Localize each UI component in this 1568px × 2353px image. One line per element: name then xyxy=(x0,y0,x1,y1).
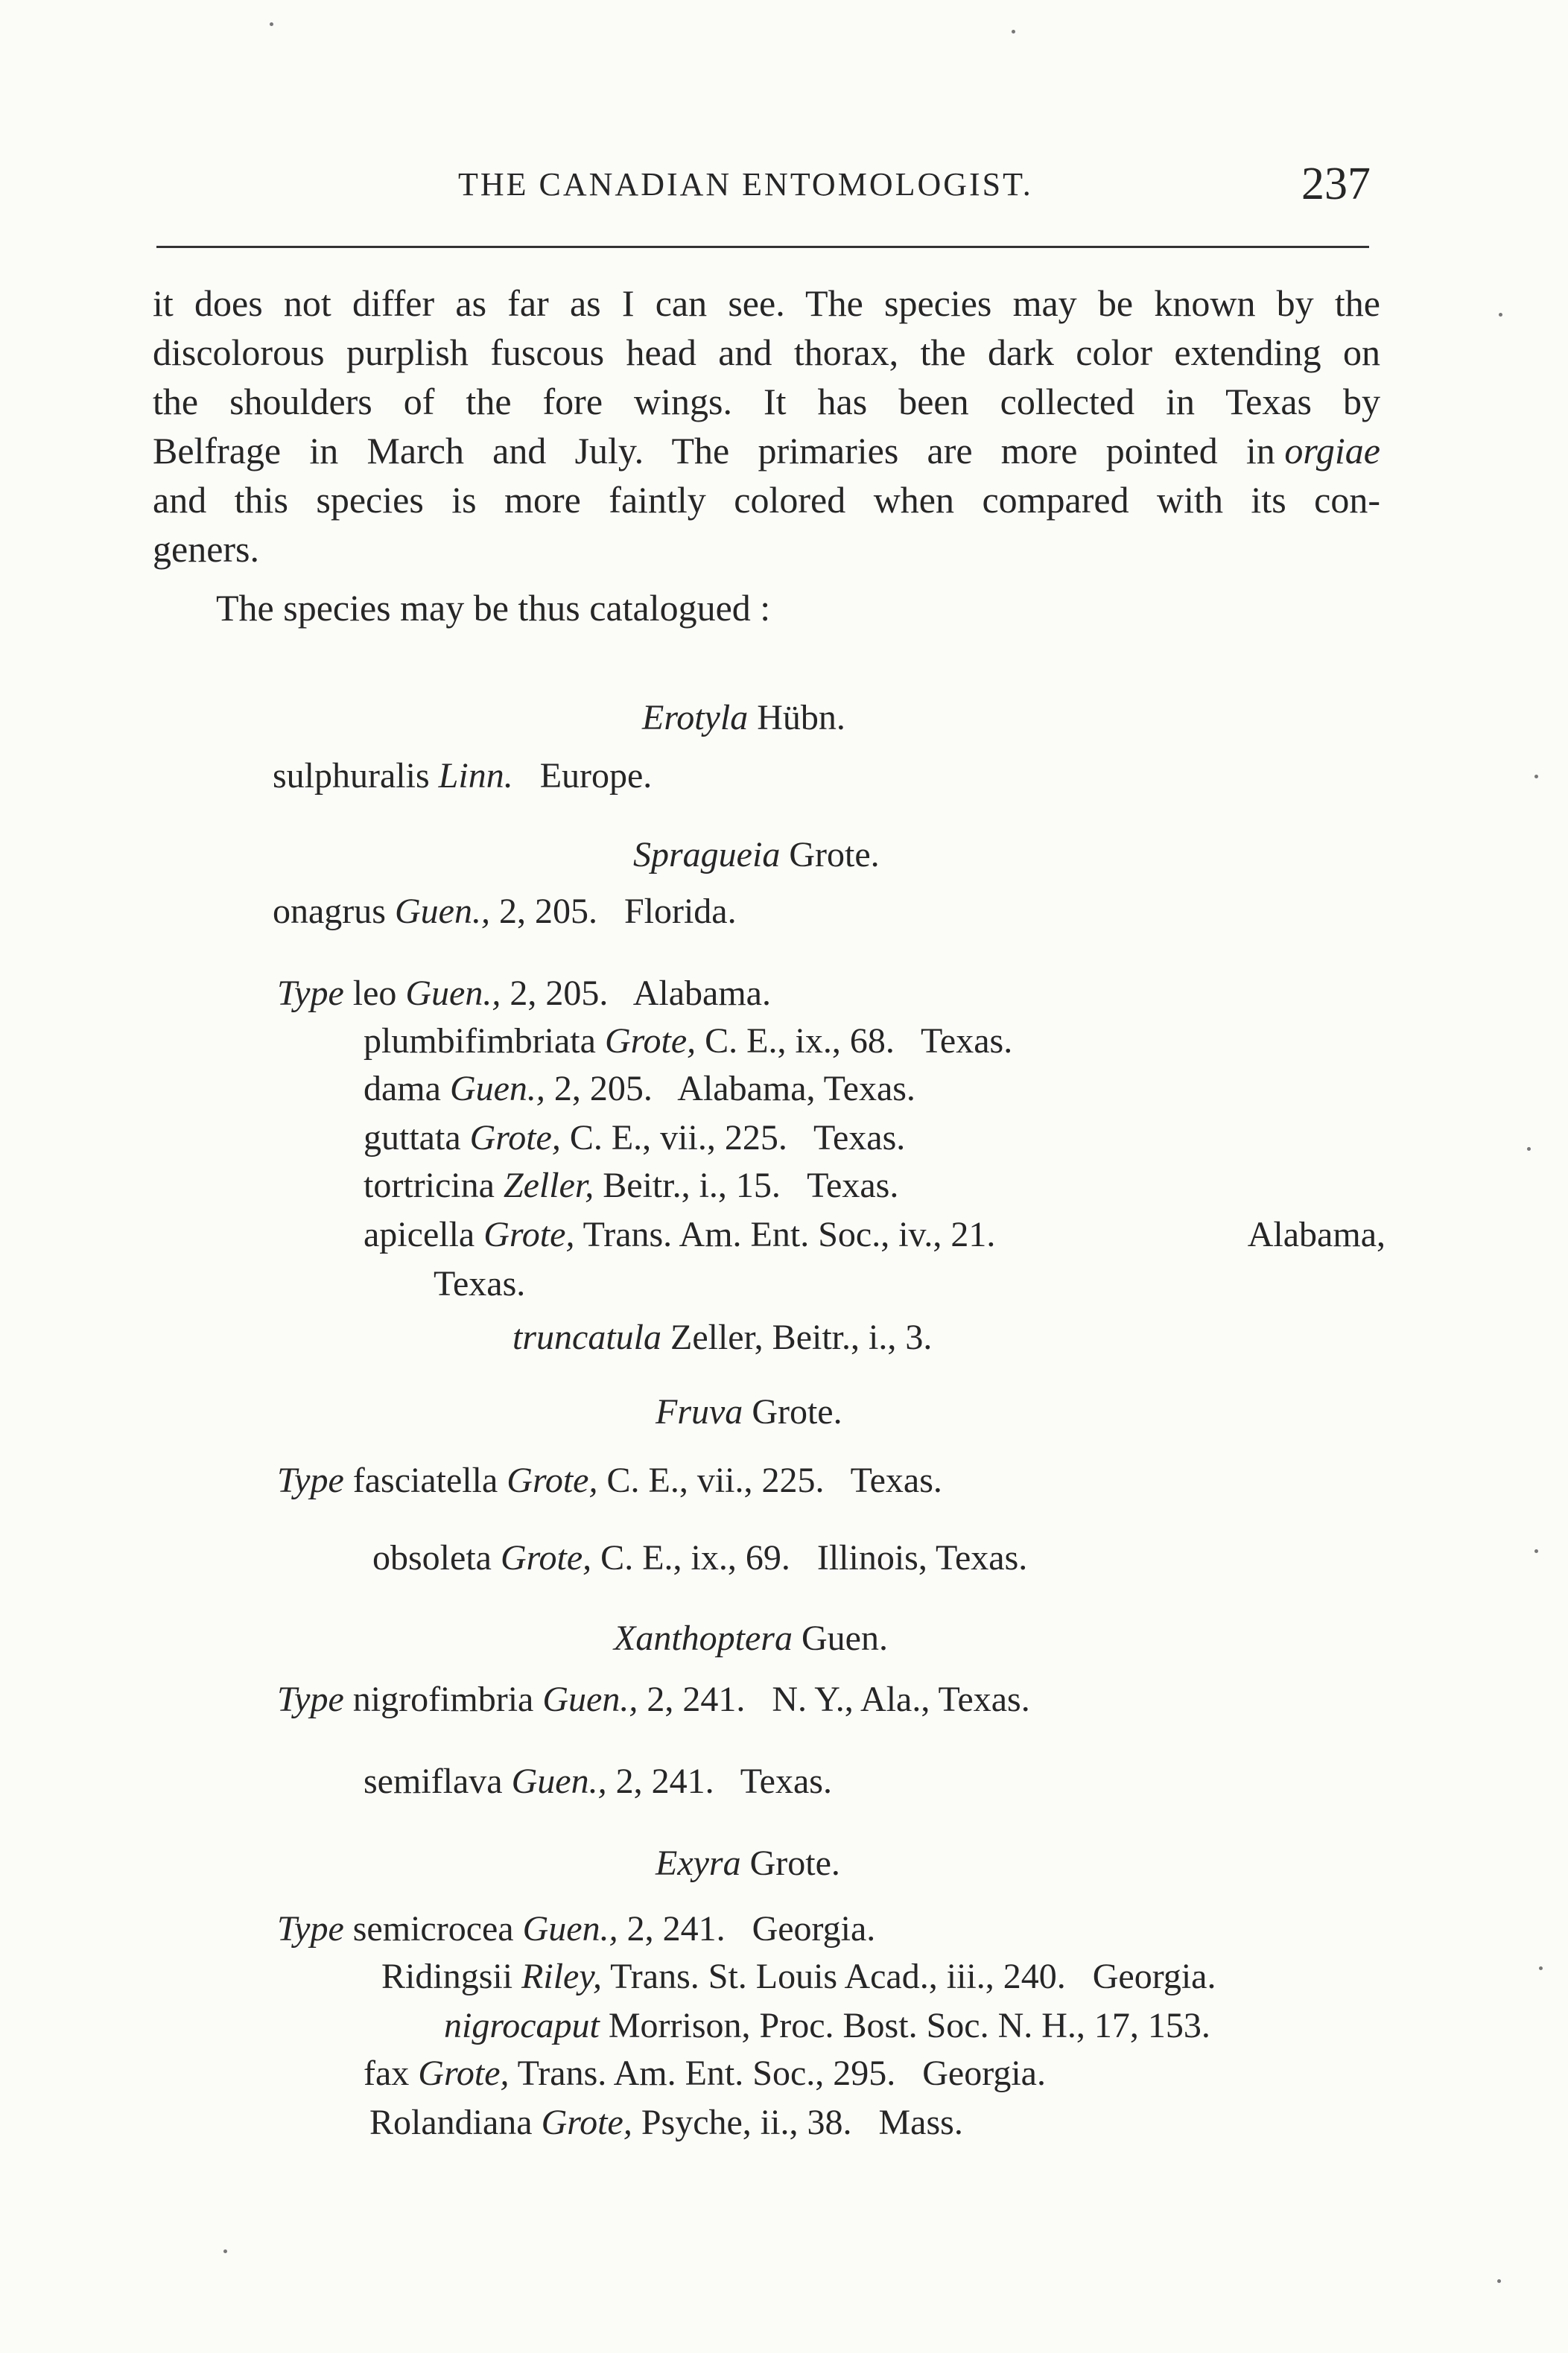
species-entry: semiflava Guen., 2, 241. Texas. xyxy=(364,1762,832,1801)
genus-name: orgiae xyxy=(1284,430,1380,471)
species-entry: Type fasciatella Grote, C. E., vii., 225. Texas. xyxy=(277,1461,942,1500)
species-entry: fax Grote, Trans. Am. Ent. Soc., 295. Georgia. xyxy=(364,2054,1046,2093)
genus-heading: Spragueia Grote. xyxy=(633,835,880,874)
scan-speck xyxy=(223,2249,227,2253)
scan-speck xyxy=(1534,775,1538,778)
intro-paragraph xyxy=(153,279,1380,574)
species-entry-continued: Texas. xyxy=(434,1264,526,1303)
scan-speck xyxy=(270,22,273,26)
type-label: Type xyxy=(277,1680,344,1719)
intro-line: it does not differ as far as I can see. The species may be known by the xyxy=(153,282,1380,324)
intro-line: discolorous purplish fuscous head and thorax, the dark color extending on xyxy=(153,331,1380,373)
intro-line: the shoulders of the fore wings. It has been collected in Texas by xyxy=(153,381,1380,422)
scan-speck xyxy=(1539,1966,1543,1970)
species-entry: plumbifimbriata Grote, C. E., ix., 68. Texas. xyxy=(364,1021,1013,1061)
genus-heading: Fruva Grote. xyxy=(656,1392,842,1432)
scan-speck xyxy=(1527,1147,1531,1151)
intro-line: and this species is more faintly colored when compared with its con- xyxy=(153,479,1380,521)
synonym-entry: truncatula Zeller, Beitr., i., 3. xyxy=(512,1318,933,1357)
species-entry: Type leo Guen., 2, 205. Alabama. xyxy=(277,974,771,1013)
species-entry: Type nigrofimbria Guen., 2, 241. N. Y., Ala., Texas. xyxy=(277,1680,1030,1719)
intro-line: Belfrage in March and July. The primaries are more pointed in orgiae xyxy=(153,426,1380,475)
species-entry: obsoleta Grote, C. E., ix., 69. Illinois, Texas. xyxy=(372,1538,1028,1578)
type-label: Type xyxy=(277,1461,344,1500)
genus-heading: Exyra Grote. xyxy=(656,1844,840,1883)
species-entry: dama Guen., 2, 205. Alabama, Texas. xyxy=(364,1069,915,1108)
catalogue-intro: The species may be thus catalogued : xyxy=(216,587,771,629)
species-entry: Type semicrocea Guen., 2, 241. Georgia. xyxy=(277,1909,876,1949)
scan-speck xyxy=(1534,1549,1538,1553)
species-entry: apicella Grote, Trans. Am. Ent. Soc., iv., 21. Alabama, xyxy=(364,1215,1386,1254)
running-title: THE CANADIAN ENTOMOLOGIST. xyxy=(458,166,1033,203)
synonym-entry: nigrocaput Morrison, Proc. Bost. Soc. N. H., 17, 153. xyxy=(444,2006,1210,2045)
species-entry: sulphuralis Linn. Europe. xyxy=(273,756,653,796)
type-label: Type xyxy=(277,974,344,1013)
page-header xyxy=(149,159,1371,210)
species-entry: Ridingsii Riley, Trans. St. Louis Acad., iii., 240. Georgia. xyxy=(381,1957,1216,1996)
type-label: Type xyxy=(277,1909,344,1949)
scan-speck xyxy=(1497,2279,1501,2283)
header-rule xyxy=(156,246,1369,248)
species-entry: Rolandiana Grote, Psyche, ii., 38. Mass. xyxy=(369,2103,963,2142)
scan-speck xyxy=(1012,30,1015,34)
scan-speck xyxy=(1499,313,1502,317)
genus-heading: Xanthoptera Guen. xyxy=(614,1619,888,1658)
intro-line: geners. xyxy=(153,528,259,570)
genus-heading: Erotyla Hübn. xyxy=(642,698,845,737)
species-entry: guttata Grote, C. E., vii., 225. Texas. xyxy=(364,1118,906,1158)
page-number: 237 xyxy=(1301,159,1371,209)
species-entry: onagrus Guen., 2, 205. Florida. xyxy=(273,892,737,931)
species-entry: tortricina Zeller, Beitr., i., 15. Texas. xyxy=(364,1166,899,1205)
